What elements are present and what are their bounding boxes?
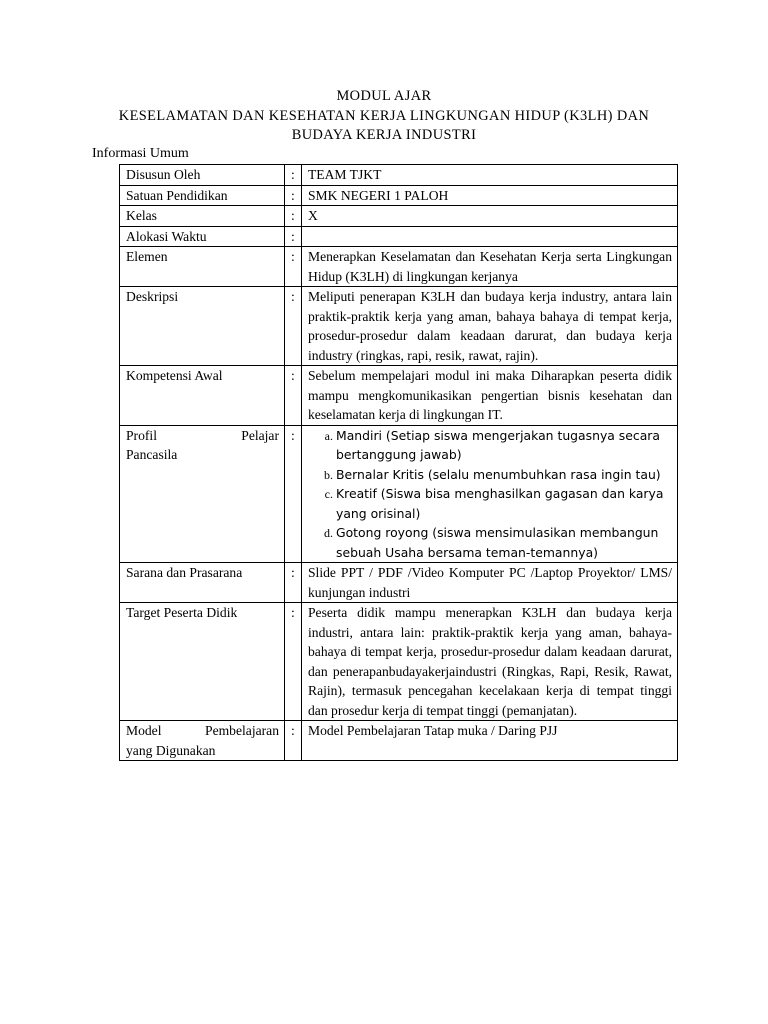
label-profil	[120, 425, 285, 563]
table-row-deskripsi	[120, 287, 678, 366]
label-deskripsi: Deskripsi	[120, 287, 285, 366]
value-satuan: SMK NEGERI 1 PALOH	[302, 185, 678, 206]
table-row-elemen	[120, 247, 678, 287]
list-item	[336, 523, 672, 562]
list-item	[336, 484, 672, 523]
label-alokasi: Alokasi Waktu	[120, 226, 285, 247]
table-row-disusun	[120, 165, 678, 186]
separator: :	[285, 721, 302, 761]
separator: :	[285, 206, 302, 227]
label-kelas: Kelas	[120, 206, 285, 227]
profil-item-text: Gotong royong (siswa mensimulasikan membangun sebuah Usaha bersama teman-temannya)	[336, 525, 659, 560]
value-deskripsi: Meliputi penerapan K3LH dan budaya kerja industry, antara lain praktik-praktik kerja yang aman, bahaya bahaya di tempat kerja, prosedur-prosedur dalam keadaan darurat, dan budaya kerja industry (ringkas, rapi, resik, rawat, rajin).	[302, 287, 678, 366]
label-satuan: Satuan Pendidikan	[120, 185, 285, 206]
separator: :	[285, 185, 302, 206]
separator: :	[285, 287, 302, 366]
table-row-model	[120, 721, 678, 761]
separator: :	[285, 603, 302, 721]
table-row-profil	[120, 425, 678, 563]
list-item	[336, 426, 672, 465]
separator: :	[285, 366, 302, 426]
label-model-line2: yang Digunakan	[126, 742, 216, 758]
section-label-informasi-umum: Informasi Umum	[92, 146, 189, 161]
value-elemen: Menerapkan Keselamatan dan Kesehatan Kerja serta Lingkungan Hidup (K3LH) di lingkungan kerjanya	[302, 247, 678, 287]
doc-title: MODUL AJAR	[336, 88, 432, 104]
value-kompetensi: Sebelum mempelajari modul ini maka Diharapkan peserta didik mampu mengkomunikasikan pengertian bisnis kesehatan dan keselamatan kerja di lingkungan IT.	[302, 366, 678, 426]
table-row-sarana	[120, 563, 678, 603]
value-model: Model Pembelajaran Tatap muka / Daring PJJ	[302, 721, 678, 761]
label-model-line1: Model Pembelajaran	[126, 723, 279, 738]
value-alokasi	[302, 226, 678, 247]
table-row-target	[120, 603, 678, 721]
table-row-satuan	[120, 185, 678, 206]
label-profil-line1: Profil Pelajar	[126, 427, 279, 443]
label-disusun: Disusun Oleh	[120, 165, 285, 186]
label-model	[120, 721, 285, 761]
profil-item-text: Bernalar Kritis (selalu menumbuhkan rasa ingin tau)	[336, 466, 661, 482]
label-profil-line2: Pancasila	[126, 447, 178, 462]
separator: :	[285, 165, 302, 186]
separator: :	[285, 425, 302, 563]
table-row-alokasi	[120, 226, 678, 247]
doc-subtitle-line1: KESELAMATAN DAN KESEHATAN KERJA LINGKUNGAN HIDUP (K3LH) DAN	[118, 108, 650, 124]
label-target: Target Peserta Didik	[120, 603, 285, 721]
value-sarana: Slide PPT / PDF /Video Komputer PC /Laptop Proyektor/ LMS/ kunjungan industri	[302, 563, 678, 603]
value-target: Peserta didik mampu menerapkan K3LH dan budaya kerja industri, antara lain: praktik-praktik kerja yang aman, bahaya-bahaya di tempat kerja, prosedur-prosedur dalam keadaan darurat, dan penerapanbudayakerjaindustri (Ringkas, Rapi, Resik, Rawat, Rajin), termasuk pencegahan kecelakaan kerja di tempat tinggi dan prosedur kerja di tempat tinggi (pemanjatan).	[302, 603, 678, 721]
separator: :	[285, 226, 302, 247]
label-sarana: Sarana dan Prasarana	[120, 563, 285, 603]
separator: :	[285, 247, 302, 287]
separator: :	[285, 563, 302, 603]
profil-list	[308, 426, 672, 563]
value-kelas: X	[302, 206, 678, 227]
value-profil	[302, 425, 678, 563]
label-kompetensi: Kompetensi Awal	[120, 366, 285, 426]
table-row-kompetensi	[120, 366, 678, 426]
profil-item-text: Mandiri (Setiap siswa mengerjakan tugasnya secara bertanggung jawab)	[336, 427, 660, 462]
list-item	[336, 465, 672, 485]
profil-item-text: Kreatif (Siswa bisa menghasilkan gagasan dan karya yang orisinal)	[336, 486, 664, 521]
value-disusun: TEAM TJKT	[302, 165, 678, 186]
doc-subtitle-line2: BUDAYA KERJA INDUSTRI	[291, 127, 477, 143]
info-table	[119, 164, 678, 761]
table-row-kelas	[120, 206, 678, 227]
label-elemen: Elemen	[120, 247, 285, 287]
